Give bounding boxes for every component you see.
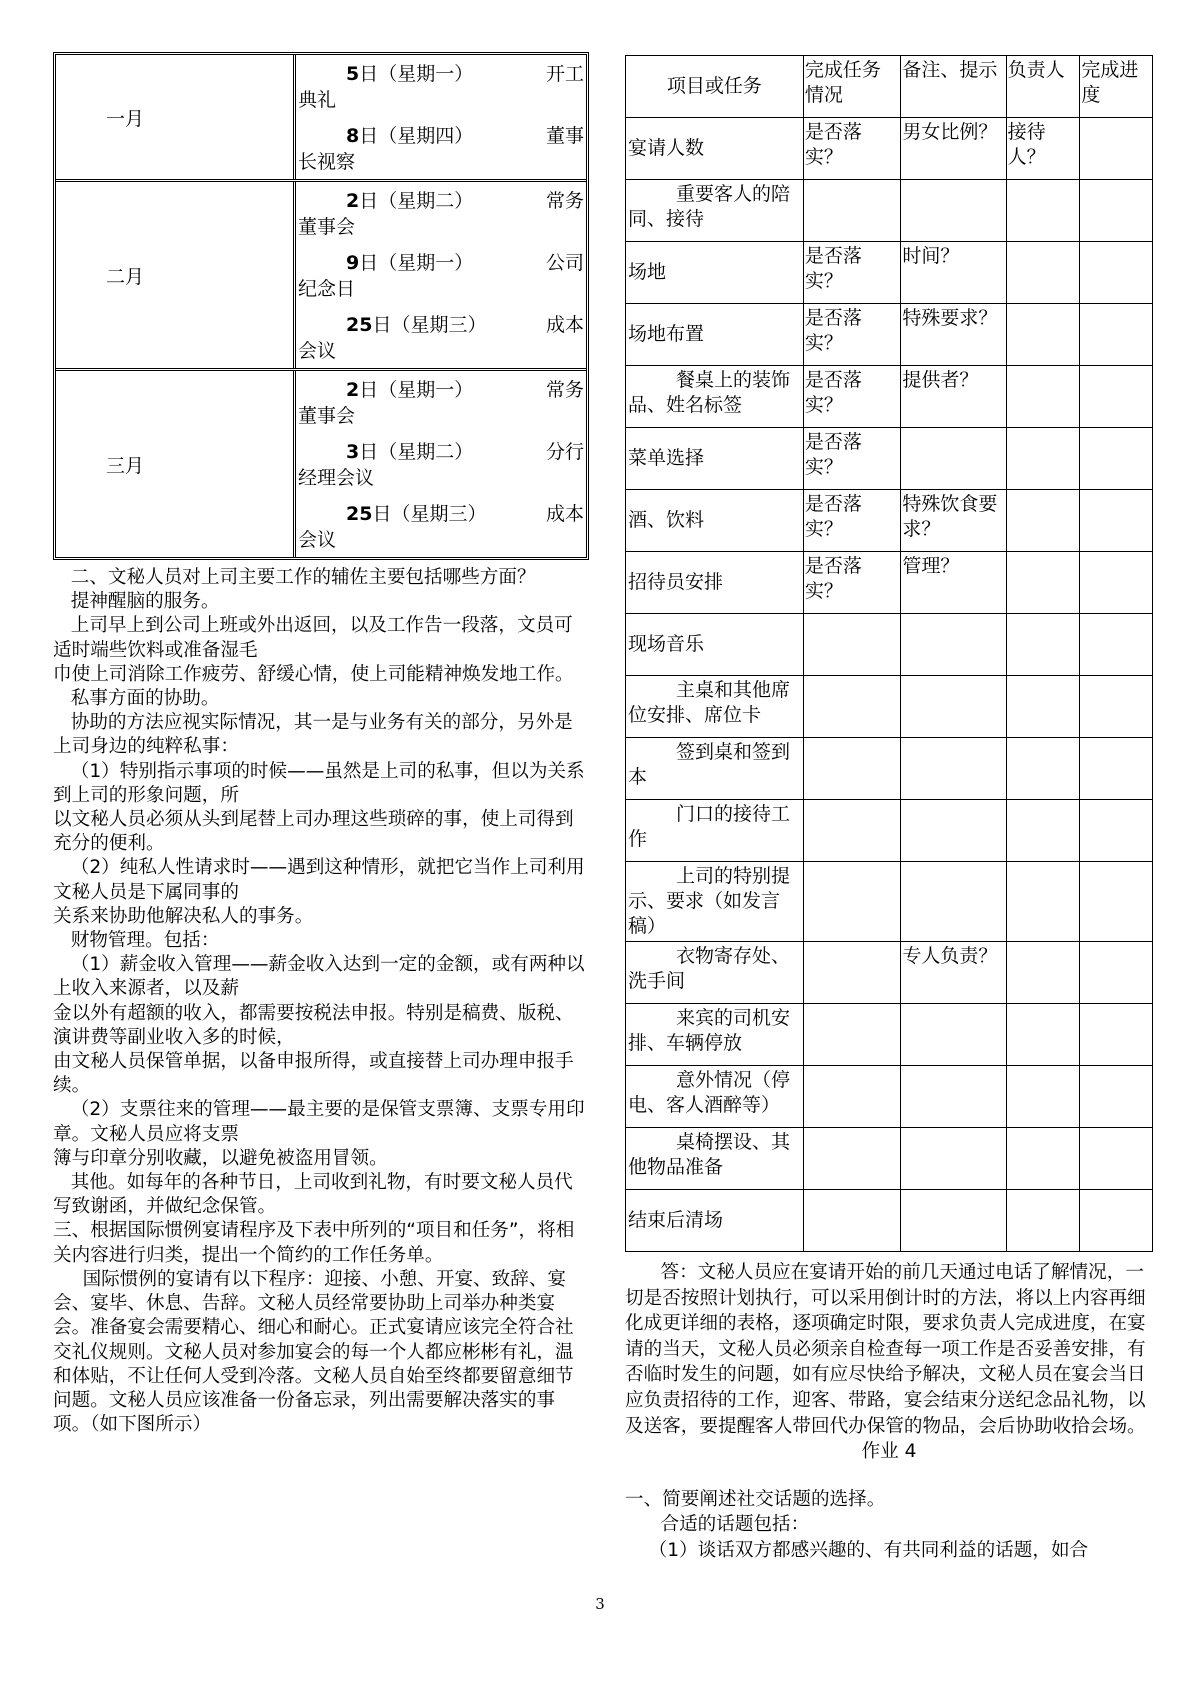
event-title-start: 分行: [545, 441, 584, 463]
task-item-cell: 桌椅摆设、其他物品准备: [626, 1128, 804, 1190]
event-title-start: 常务: [545, 190, 584, 212]
task-owner-cell: [1006, 862, 1080, 942]
table-row: [626, 738, 1153, 800]
task-status-cell: [803, 1004, 901, 1066]
table-row: [626, 1066, 1153, 1128]
table-header-cell: 完成任务情况: [803, 56, 901, 118]
task-owner-cell: [1006, 490, 1080, 552]
table-row: [626, 676, 1153, 738]
task-note-cell: [901, 614, 1006, 676]
event-title-start: 董事: [545, 125, 584, 147]
body-paragraph: 二、文秘人员对上司主要工作的辅佐主要包括哪些方面？: [53, 567, 536, 588]
event-weekday: 日（星期一）: [359, 63, 474, 85]
table-row: [626, 1190, 1153, 1252]
event-title-end: 会议: [298, 529, 337, 551]
task-item-cell: 上司的特别提示、要求（如发言稿）: [626, 862, 804, 942]
task-note-cell: 特殊饮食要求？: [901, 490, 1006, 552]
body-paragraph: 提神醒脑的服务。: [53, 591, 220, 613]
event-date: 2: [346, 190, 360, 212]
task-progress-cell: [1080, 800, 1153, 862]
task-progress-cell: [1080, 552, 1153, 614]
event-title-start: 开工: [545, 63, 584, 85]
event-date: 5: [346, 63, 360, 85]
event-title-start: 成本: [545, 314, 584, 336]
body-paragraph: 协助的方法应视实际情况，其一是与业务有关的部分，另外是上司身边的纯粹私事：: [53, 712, 573, 758]
event-weekday: 日（星期三）: [372, 503, 487, 525]
table-header-cell: 完成进度: [1080, 56, 1153, 118]
table-row: [626, 552, 1153, 614]
event-title-end: 会议: [298, 340, 337, 362]
task-owner-cell: [1006, 614, 1080, 676]
right-column: [625, 55, 1153, 1564]
answer-paragraph: 答：文秘人员应在宴请开始的前几天通过电话了解情况，一切是否按照计划执行，可以采用倒计时的方法，将以上内容再细化成更详细的表格，逐项确定时限，要求负责人完成进度，在宴请的当天，文秘人员必须亲自检查每一项工作是否妥善安排，有否临时发生的问题，如有应尽快给予解决，文秘人员在宴会当日应负责招待的工作，迎客、带路，宴会结束分送纪念品礼物，以及送客，要提醒客人带回代办保管的物品，会后协助收拾会场。: [625, 1262, 1146, 1437]
task-status-cell: [803, 738, 901, 800]
schedule-month-row: [56, 371, 586, 557]
task-status-cell: [803, 862, 901, 942]
body-paragraph: 财物管理。包括：: [53, 930, 220, 952]
task-note-cell: [901, 1066, 1006, 1128]
left-body-text: [53, 566, 585, 1437]
task-note-cell: [901, 738, 1006, 800]
task-note-cell: [901, 1128, 1006, 1190]
section-line: （1）谈话双方都感兴趣的、有共同利益的话题，如合: [625, 1539, 1089, 1561]
event-title-end: 典礼: [298, 89, 337, 111]
event-date: 2: [346, 379, 360, 401]
month-label: 二月: [56, 182, 296, 368]
event-title-end: 董事会: [298, 216, 356, 238]
task-owner-cell: [1006, 676, 1080, 738]
task-progress-cell: [1080, 1128, 1153, 1190]
task-status-cell: [803, 800, 901, 862]
table-header-row: [626, 56, 1153, 118]
table-header-cell: 项目或任务: [626, 56, 804, 118]
table-row: [626, 862, 1153, 942]
task-note-cell: 时间？: [901, 242, 1006, 304]
schedule-table: [53, 52, 589, 560]
event-title-end: 董事会: [298, 405, 356, 427]
body-paragraph: 上司早上到公司上班或外出返回，以及工作告一段落，文员可适时端些饮料或准备湿毛: [53, 615, 573, 661]
task-progress-cell: [1080, 118, 1153, 180]
body-paragraph: 由文秘人员保管单据，以备申报所得，或直接替上司办理申报手续。: [53, 1051, 574, 1097]
task-status-cell: [803, 180, 901, 242]
task-status-cell: 是否落实？: [803, 118, 901, 180]
schedule-event: [296, 371, 586, 433]
task-progress-cell: [1080, 676, 1153, 738]
month-label: 三月: [56, 371, 296, 557]
task-item-cell: 门口的接待工作: [626, 800, 804, 862]
task-progress-cell: [1080, 366, 1153, 428]
task-item-cell: 招待员安排: [626, 552, 804, 614]
task-progress-cell: [1080, 1066, 1153, 1128]
task-status-cell: 是否落实？: [803, 428, 901, 490]
task-status-cell: [803, 614, 901, 676]
body-paragraph: （1）薪金收入管理——薪金收入达到一定的金额，或有两种以上收入来源者，以及薪: [53, 954, 585, 1000]
task-note-cell: [901, 1190, 1006, 1252]
schedule-event: [296, 306, 586, 368]
task-item-cell: 场地布置: [626, 304, 804, 366]
section-heading: 一、简要阐述社交话题的选择。: [625, 1488, 886, 1510]
event-weekday: 日（星期三）: [372, 314, 487, 336]
task-owner-cell: [1006, 738, 1080, 800]
event-title-end: 长视察: [298, 151, 356, 173]
event-weekday: 日（星期一）: [359, 252, 474, 274]
task-status-cell: 是否落实？: [803, 304, 901, 366]
task-status-cell: [803, 1128, 901, 1190]
table-row: [626, 800, 1153, 862]
event-title-end: 纪念日: [298, 278, 356, 300]
task-owner-cell: [1006, 1004, 1080, 1066]
schedule-month-row: [56, 55, 586, 182]
task-item-cell: 衣物寄存处、洗手间: [626, 942, 804, 1004]
schedule-event: [296, 117, 586, 179]
table-row: [626, 614, 1153, 676]
task-owner-cell: [1006, 242, 1080, 304]
event-weekday: 日（星期二）: [359, 441, 474, 463]
task-status-cell: 是否落实？: [803, 490, 901, 552]
task-status-cell: 是否落实？: [803, 552, 901, 614]
body-paragraph: 三、根据国际惯例宴请程序及下表中所列的“项目和任务”，将相关内容进行归类，提出一个简约的工作任务单。: [53, 1220, 575, 1266]
table-row: [626, 1004, 1153, 1066]
event-date: 3: [346, 441, 360, 463]
task-note-cell: 专人负责？: [901, 942, 1006, 1004]
task-owner-cell: [1006, 800, 1080, 862]
body-paragraph: 簿与印章分别收藏，以避免被盗用冒领。: [53, 1147, 388, 1169]
task-item-cell: 菜单选择: [626, 428, 804, 490]
table-row: [626, 490, 1153, 552]
task-status-cell: [803, 1066, 901, 1128]
schedule-month-row: [56, 182, 586, 371]
event-date: 25: [346, 314, 373, 336]
schedule-event: [296, 244, 586, 306]
left-column: [53, 52, 585, 1437]
table-header-cell: 备注、提示: [901, 56, 1006, 118]
task-owner-cell: [1006, 1128, 1080, 1190]
task-owner-cell: [1006, 428, 1080, 490]
task-item-cell: 宴请人数: [626, 118, 804, 180]
body-paragraph: 国际惯例的宴请有以下程序：迎接、小憩、开宴、致辞、宴会、宴毕、休息、告辞。文秘人员经常要协助上司举办种类宴会。准备宴会需要精心、细心和耐心。正式宴请应该完全符合社交礼仪规则。文秘人员对参加宴会的每一个人都应彬彬有礼，温和体贴，不让任何人受到冷落。文秘人员自始至终都要留意细节问题。文秘人员应该准备一份备忘录，列出需要解决落实的事项。（如下图所示）: [53, 1268, 574, 1436]
event-date: 8: [346, 125, 360, 147]
task-owner-cell: [1006, 304, 1080, 366]
task-progress-cell: [1080, 428, 1153, 490]
schedule-event: [296, 55, 586, 117]
event-weekday: 日（星期四）: [359, 125, 474, 147]
event-weekday: 日（星期一）: [359, 379, 474, 401]
task-owner-cell: [1006, 366, 1080, 428]
table-row: [626, 366, 1153, 428]
task-owner-cell: [1006, 1066, 1080, 1128]
task-note-cell: [901, 862, 1006, 942]
task-item-cell: 主桌和其他席位安排、席位卡: [626, 676, 804, 738]
table-row: [626, 428, 1153, 490]
task-note-cell: [901, 428, 1006, 490]
banquet-task-table: [625, 55, 1153, 1252]
event-date: 9: [346, 252, 360, 274]
event-date: 25: [346, 503, 373, 525]
body-paragraph: 金以外有超额的收入，都需要按税法申报。特别是稿费、版税、演讲费等副业收入多的时候，: [53, 1002, 574, 1048]
task-progress-cell: [1080, 942, 1153, 1004]
task-note-cell: 特殊要求？: [901, 304, 1006, 366]
task-note-cell: 管理？: [901, 552, 1006, 614]
table-header-cell: 负责人: [1006, 56, 1080, 118]
task-status-cell: [803, 942, 901, 1004]
task-note-cell: 提供者？: [901, 366, 1006, 428]
task-progress-cell: [1080, 242, 1153, 304]
task-item-cell: 重要客人的陪同、接待: [626, 180, 804, 242]
body-paragraph: 其他。如每年的各种节日，上司收到礼物，有时要文秘人员代写致谢函，并做纪念保管。: [53, 1172, 573, 1218]
task-note-cell: [901, 180, 1006, 242]
event-weekday: 日（星期二）: [359, 190, 474, 212]
schedule-event: [296, 495, 586, 557]
task-status-cell: [803, 1190, 901, 1252]
task-progress-cell: [1080, 490, 1153, 552]
task-note-cell: [901, 800, 1006, 862]
month-label: 一月: [56, 55, 296, 179]
task-owner-cell: [1006, 1190, 1080, 1252]
task-note-cell: 男女比例？: [901, 118, 1006, 180]
task-progress-cell: [1080, 304, 1153, 366]
table-row: [626, 118, 1153, 180]
event-title-end: 经理会议: [298, 467, 375, 489]
task-item-cell: 签到桌和签到本: [626, 738, 804, 800]
body-paragraph: （2）纯私人性请求时——遇到这种情形，就把它当作上司利用文秘人员是下属同事的: [53, 857, 585, 903]
body-paragraph: 以文秘人员必须从头到尾替上司办理这些琐碎的事，使上司得到充分的便利。: [53, 809, 574, 855]
table-row: [626, 1128, 1153, 1190]
table-row: [626, 242, 1153, 304]
task-status-cell: [803, 676, 901, 738]
event-title-start: 公司: [545, 252, 584, 274]
task-status-cell: 是否落实？: [803, 366, 901, 428]
task-item-cell: 现场音乐: [626, 614, 804, 676]
table-row: [626, 942, 1153, 1004]
task-item-cell: 酒、饮料: [626, 490, 804, 552]
page-number: 3: [595, 1595, 605, 1613]
event-title-start: 成本: [545, 503, 584, 525]
homework-title: 作业 4: [861, 1441, 917, 1463]
task-note-cell: [901, 676, 1006, 738]
body-paragraph: 私事方面的协助。: [53, 688, 220, 710]
task-owner-cell: 接待人？: [1006, 118, 1080, 180]
table-row: [626, 180, 1153, 242]
task-owner-cell: [1006, 942, 1080, 1004]
task-item-cell: 餐桌上的装饰品、姓名标签: [626, 366, 804, 428]
task-status-cell: 是否落实？: [803, 242, 901, 304]
body-paragraph: 关系来协助他解决私人的事务。: [53, 905, 314, 927]
task-progress-cell: [1080, 1190, 1153, 1252]
section-line: 合适的话题包括：: [625, 1514, 810, 1536]
task-owner-cell: [1006, 180, 1080, 242]
task-progress-cell: [1080, 738, 1153, 800]
task-progress-cell: [1080, 180, 1153, 242]
body-paragraph: （2）支票往来的管理——最主要的是保管支票簿、支票专用印章。文秘人员应将支票: [53, 1099, 585, 1145]
task-item-cell: 意外情况（停电、客人酒醉等）: [626, 1066, 804, 1128]
task-progress-cell: [1080, 862, 1153, 942]
task-owner-cell: [1006, 552, 1080, 614]
schedule-event: [296, 433, 586, 495]
table-row: [626, 304, 1153, 366]
task-progress-cell: [1080, 1004, 1153, 1066]
task-item-cell: 场地: [626, 242, 804, 304]
task-item-cell: 来宾的司机安排、车辆停放: [626, 1004, 804, 1066]
task-item-cell: 结束后清场: [626, 1190, 804, 1252]
body-paragraph: （1）特别指示事项的时候——虽然是上司的私事，但以为关系到上司的形象问题，所: [53, 760, 585, 806]
task-progress-cell: [1080, 614, 1153, 676]
task-note-cell: [901, 1004, 1006, 1066]
schedule-event: [296, 182, 586, 244]
body-paragraph: 巾使上司消除工作疲劳、舒缓心情，使上司能精神焕发地工作。: [53, 663, 574, 685]
event-title-start: 常务: [545, 379, 584, 401]
